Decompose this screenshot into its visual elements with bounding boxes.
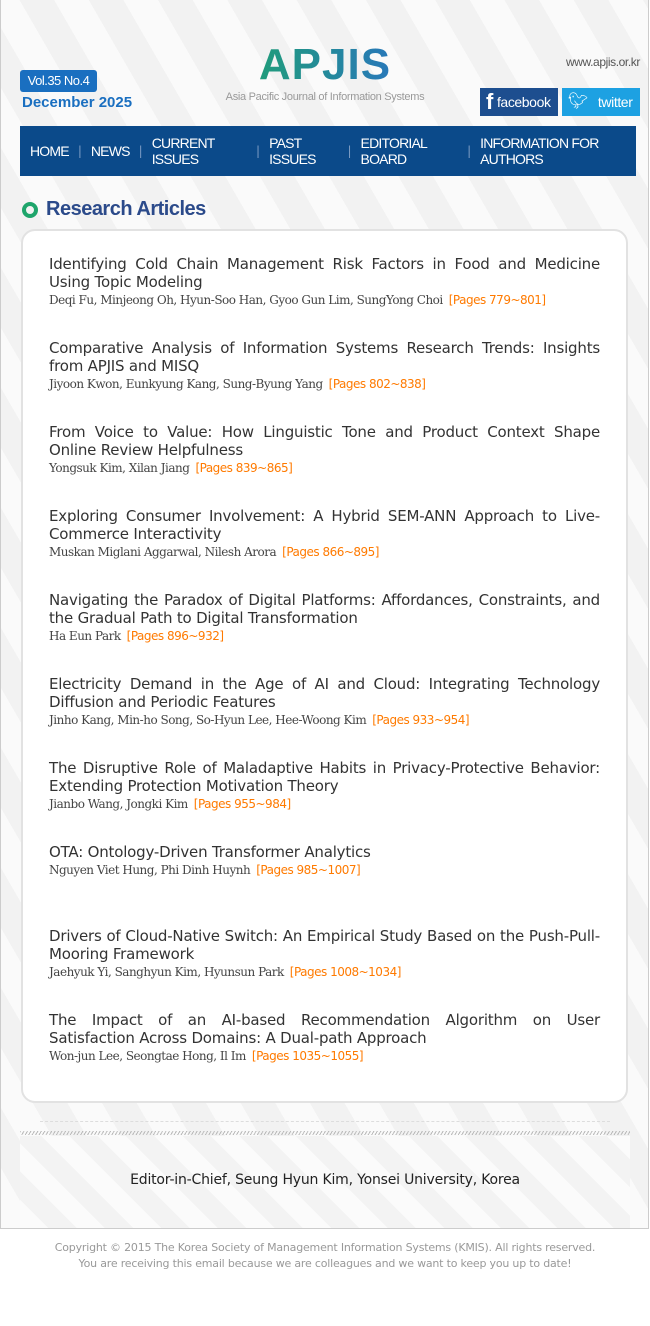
divider bbox=[40, 1121, 610, 1122]
article-authors: Deqi Fu, Minjeong Oh, Hyun-Soo Han, Gyoo Gun Lim, SungYong Choi bbox=[49, 293, 443, 307]
article-pages-link[interactable]: [Pages 779~801] bbox=[448, 293, 546, 307]
facebook-icon: f bbox=[486, 89, 493, 114]
editor-in-chief: Editor-in-Chief, Seung Hyun Kim, Yonsei University, Korea bbox=[130, 1172, 520, 1188]
article-item bbox=[49, 1011, 600, 1095]
article-pages-link[interactable]: [Pages 896~932] bbox=[126, 629, 224, 643]
article-item bbox=[49, 255, 600, 339]
nav-past-issues[interactable]: PAST ISSUES bbox=[269, 135, 316, 167]
article-authors: Jianbo Wang, Jongki Kim bbox=[49, 797, 188, 811]
nav-current-issues[interactable]: CURRENT ISSUES bbox=[151, 135, 215, 167]
article-title[interactable]: Navigating the Paradox of Digital Platforms: Affordances, Constraints, and the Gradual Path to Digital Transformation bbox=[49, 591, 600, 627]
twitter-icon: 🐦︎ bbox=[568, 93, 588, 110]
article-title[interactable]: Exploring Consumer Involvement: A Hybrid SEM-ANN Approach to Live-Commerce Interactivity bbox=[49, 507, 600, 543]
article-title[interactable]: Comparative Analysis of Information Systems Research Trends: Insights from APJIS and MISQ bbox=[49, 339, 600, 375]
article-pages-link[interactable]: [Pages 955~984] bbox=[193, 797, 291, 811]
article-title[interactable]: Identifying Cold Chain Management Risk Factors in Food and Medicine Using Topic Modeling bbox=[49, 255, 600, 291]
article-pages-link[interactable]: [Pages 1035~1055] bbox=[251, 1049, 364, 1063]
nav-news[interactable]: NEWS bbox=[90, 143, 130, 159]
article-authors: Ha Eun Park bbox=[49, 629, 121, 643]
article-authors: Nguyen Viet Hung, Phi Dinh Huynh bbox=[49, 863, 251, 877]
nav-editorial-board[interactable]: EDITORIAL BOARD bbox=[360, 135, 427, 167]
article-item bbox=[49, 423, 600, 507]
nav-separator: | bbox=[467, 144, 472, 158]
twitter-label: twitter bbox=[597, 94, 633, 110]
apjis-logo[interactable]: APJIS bbox=[225, 40, 425, 90]
main-nav bbox=[20, 126, 636, 176]
article-title[interactable]: The Impact of an AI-based Recommendation Algorithm on User Satisfaction Across Domains: A Dual-path Approach bbox=[49, 1011, 600, 1047]
issue-date: December 2025 bbox=[22, 94, 133, 111]
facebook-button[interactable] bbox=[480, 88, 558, 116]
article-pages-link[interactable]: [Pages 866~895] bbox=[282, 545, 379, 559]
article-pages-link[interactable]: [Pages 1008~1034] bbox=[289, 965, 401, 979]
section-title: Research Articles bbox=[46, 198, 206, 220]
article-pages-link[interactable]: [Pages 985~1007] bbox=[256, 863, 361, 877]
copyright: Copyright © 2015 The Korea Society of Management Information Systems (KMIS). All rights reserved. bbox=[54, 1241, 596, 1254]
article-authors: Jaehyuk Yi, Sanghyun Kim, Hyunsun Park bbox=[49, 965, 284, 979]
article-item bbox=[49, 759, 600, 843]
article-item bbox=[49, 675, 600, 759]
article-pages-link[interactable]: [Pages 933~954] bbox=[372, 713, 470, 727]
article-authors: Jiyoon Kwon, Eunkyung Kang, Sung-Byung Yang bbox=[49, 377, 323, 391]
article-title[interactable]: The Disruptive Role of Maladaptive Habits in Privacy-Protective Behavior: Extending Protection Motivation Theory bbox=[49, 759, 600, 795]
divider-hatch bbox=[20, 1131, 630, 1135]
article-authors: Yongsuk Kim, Xilan Jiang bbox=[49, 461, 190, 475]
volume-badge: Vol.35 No.4 bbox=[20, 70, 97, 92]
article-pages-link[interactable]: [Pages 839~865] bbox=[195, 461, 293, 475]
nav-separator: | bbox=[138, 144, 143, 158]
article-title[interactable]: OTA: Ontology-Driven Transformer Analytics bbox=[49, 843, 371, 861]
circle-bullet-icon bbox=[22, 202, 38, 218]
facebook-label: facebook bbox=[496, 94, 551, 110]
article-item bbox=[49, 507, 600, 591]
article-item bbox=[49, 591, 600, 675]
nav-information-for-authors[interactable]: INFORMATION FOR AUTHORS bbox=[480, 135, 599, 167]
website-link[interactable]: www.apjis.or.kr bbox=[565, 55, 640, 69]
subscription-notice: You are receiving this email because we are colleagues and we want to keep you up to date! bbox=[78, 1257, 572, 1270]
nav-separator: | bbox=[347, 144, 352, 158]
journal-subtitle: Asia Pacific Journal of Information Systems bbox=[225, 91, 425, 103]
article-item bbox=[49, 927, 600, 1011]
twitter-button[interactable] bbox=[562, 88, 640, 116]
articles-card bbox=[21, 229, 628, 1103]
nav-separator: | bbox=[77, 144, 82, 158]
article-item bbox=[49, 843, 600, 927]
article-item bbox=[49, 339, 600, 423]
article-authors: Muskan Miglani Aggarwal, Nilesh Arora bbox=[49, 545, 277, 559]
article-title[interactable]: Electricity Demand in the Age of AI and Cloud: Integrating Technology Diffusion and Periodic Features bbox=[49, 675, 600, 711]
article-title[interactable]: From Voice to Value: How Linguistic Tone and Product Context Shape Online Review Helpfulness bbox=[49, 423, 600, 459]
article-pages-link[interactable]: [Pages 802~838] bbox=[328, 377, 426, 391]
article-authors: Won-jun Lee, Seongtae Hong, Il Im bbox=[49, 1049, 246, 1063]
article-title[interactable]: Drivers of Cloud-Native Switch: An Empirical Study Based on the Push-Pull-Mooring Framework bbox=[49, 927, 600, 963]
section-heading bbox=[22, 198, 206, 221]
nav-separator: | bbox=[256, 144, 261, 158]
article-authors: Jinho Kang, Min-ho Song, So-Hyun Lee, Hee-Woong Kim bbox=[49, 713, 367, 727]
nav-home[interactable]: HOME bbox=[30, 143, 69, 159]
